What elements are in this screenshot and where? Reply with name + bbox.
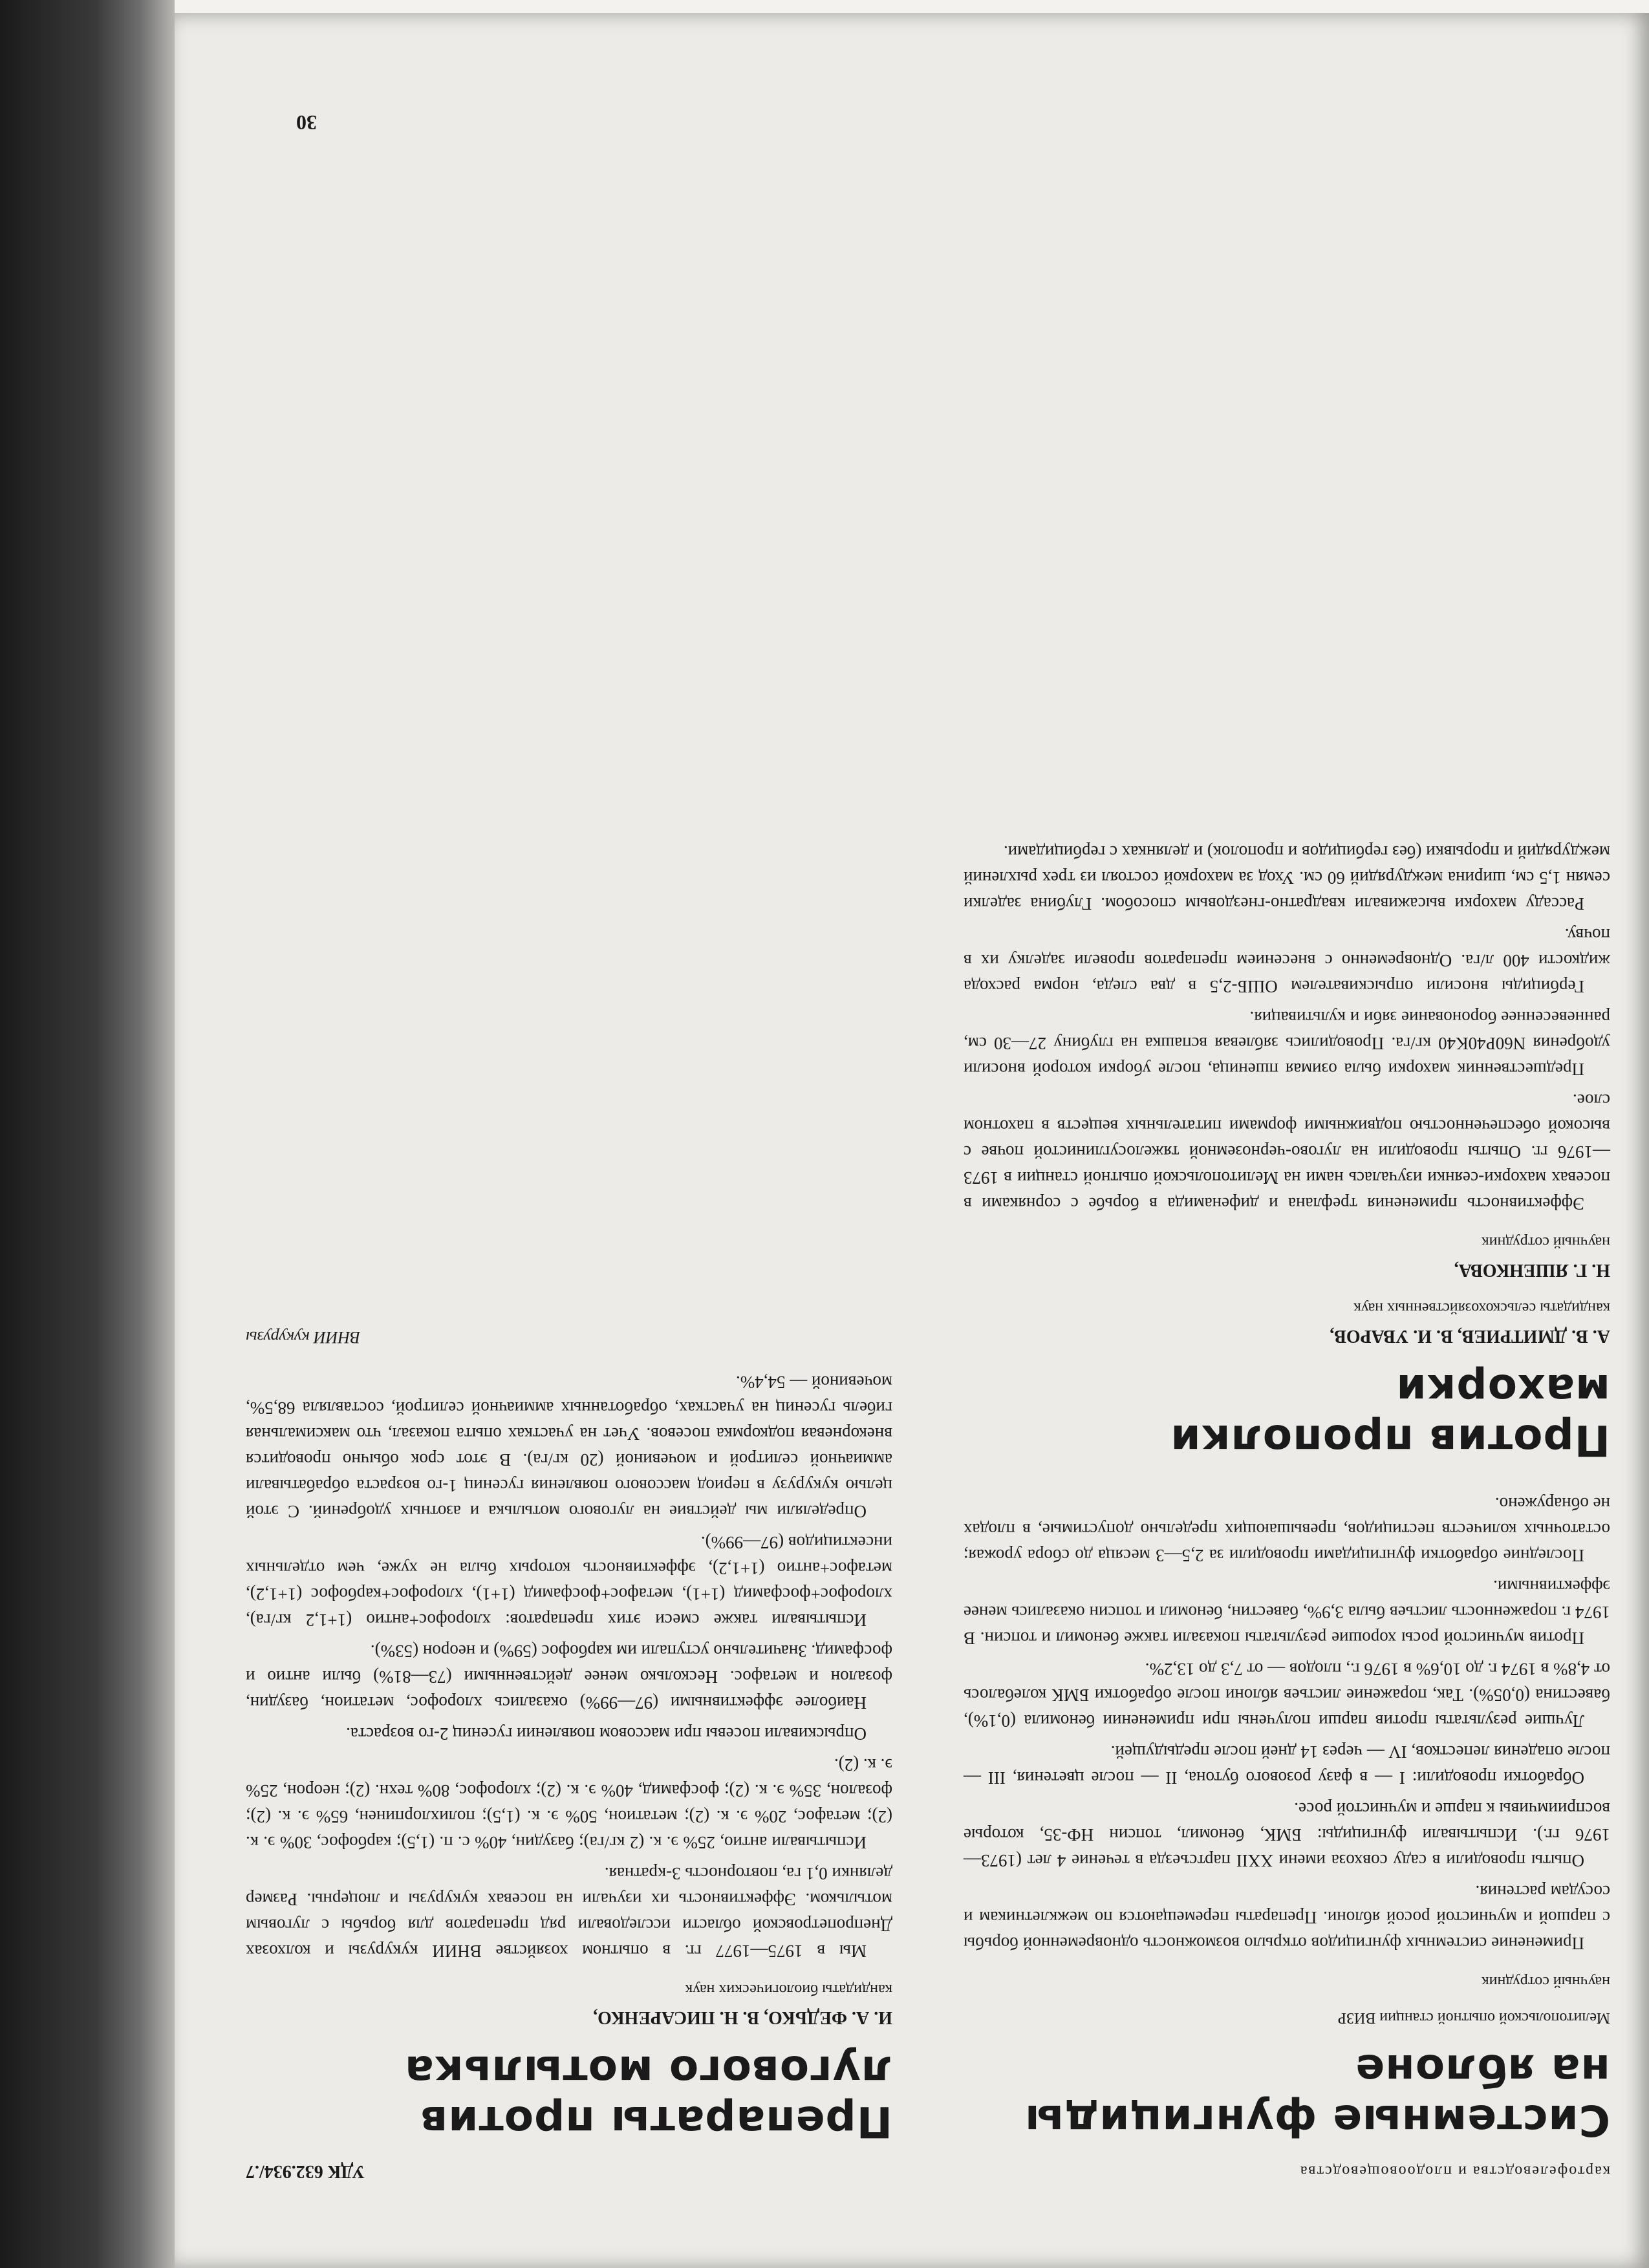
- makhorka-paragraph-3: Гербициды вносили опрыскивателем ОШБ-2,5 в два следа, норма расхода жидкости 400 л/га. Одновременно с внесением препаратов провели заделку их в почву.: [964, 925, 1610, 996]
- rotated-sheet: [175, 13, 1649, 2268]
- makhorka-affiliation: кандидаты сельскохозяйственных наук: [1353, 1300, 1610, 1316]
- left-column: [964, 834, 1610, 2184]
- makhorka-article: [964, 839, 1610, 1465]
- moth-paragraph-1: Мы в 1975—1977 гг. в опытном хозяйстве ВНИИ кукурузы и колхозах Днепропетровской области исследовали ряд препаратов для борьбы с луговым мотыльком. Эффективность их изучали на посевах кукурузы и люцерны. Размер делянки 0,1 га, повторность 3-кратная.: [246, 1864, 892, 1961]
- moth-signature: ВНИИ кукурузы: [246, 1328, 361, 1347]
- moth-authors: И. А. ФЕДЬКО, В. Н. ПИСАРЕНКО,: [593, 2007, 892, 2027]
- book-binding: [0, 0, 175, 2268]
- makhorka-paragraph-2: Предшественник махорки была озимая пшеница, после уборки которой вносили удобрения N60P40K40 кг/га. Проводились зяблевая вспашка на глубину 27—30 см, ранневесеннее боронование зяби и культивация.: [964, 1008, 1610, 1079]
- fungicides-affiliation: Мелитопольской опытной станции ВИЗР: [1337, 2009, 1610, 2026]
- fungicides-paragraph-6: Последние обработки фунгицидами проводили за 2,5—3 месяца до сбора урожая; остаточных количеств пестицидов, превышающих предельно допустимые, в плодах не обнаружено.: [964, 1494, 1610, 1565]
- fungicides-paragraph-2: Опыты проводили в саду совхоза имени XXII партсъезда в течение 4 лет (1973—1976 гг.). Испытывали фунгициды: БМК, беномил, топсин НФ-35, которые восприимчивы к парше и мучнистой росе.: [964, 1799, 1610, 1870]
- journal-page: [175, 13, 1649, 2268]
- page-number: 30: [296, 111, 317, 134]
- moth-paragraph-5: Испытывали также смеси этих препаратов: хлорофос+антио (1+1,2 кг/га), хлорофос+фосфамид (1+1), метафос+фосфамид (1+1), хлорофос+карбофос (1+1,2), метафос+антио (1+1,2), эффективность которых была не хуже, чем отдельных инсектицидов (97—99%).: [246, 1533, 892, 1630]
- moth-headline: Препараты против лугового мотылька: [404, 2046, 892, 2146]
- moth-paragraph-2: Испытывали антио, 25% э. к. (2 кг/га); базудин, 40% с. п. (1,5); карбофос, 30% э. к. (2); метафос, 20% э. к. (2); метатион, 50% э. к. (1,5); полихлорпинен, 65% э. к. (2); фозалон, 35% э. к. (2); фосфамид, 40% э. к. (2); хлорофос, 80% техн. (2); неорон, 25% э. к. (2).: [246, 1755, 892, 1852]
- moth-affiliation: кандидаты биологических наук: [685, 1981, 892, 1998]
- fungicides-headline: Системные фунгициды на яблоне: [1024, 2045, 1610, 2145]
- moth-paragraph-3: Опрыскивали посевы при массовом появлении гусениц 2-го возраста.: [346, 1724, 867, 1744]
- makhorka-role: научный сотрудник: [1481, 1234, 1610, 1250]
- makhorka-headline: Против прополки махорки: [1170, 1365, 1610, 1465]
- makhorka-author-2: Н. Г. ЯШЕНКОВА,: [1454, 1260, 1610, 1280]
- right-column: [246, 1324, 892, 2184]
- fungicides-paragraph-3: Обработки проводили: I — в фазу розового бутона, II — после цветения, III — после опадения лепестков, IV — через 14 дней после предыдущей.: [964, 1742, 1610, 1788]
- fungicides-paragraph-4: Лучшие результаты против парши получены при применении беномила (0,1%), бавестина (0,05%). Так, поражение листьев яблони после обработки БМК колебалось от 4,8% в 1974 г. до 10,6% в 1976 г., плодов — от 7,3 до 13,2%.: [964, 1660, 1610, 1731]
- moth-udk: УДК 632.934/.7: [246, 2161, 365, 2181]
- fungicides-role: научный сотрудник: [1481, 1973, 1610, 1990]
- moth-paragraph-4: Наиболее эффективными (97—99%) оказались хлорофос, метатион, базудин, фозалон и метафос. Несколько менее действенными (73—81%) были антио и фосфамид. Значительно уступали им карбофос (59%) и неорон (53%).: [246, 1642, 892, 1713]
- moth-paragraph-6: Определяли мы действие на лугового мотылька и азотных удобрений. С этой целью кукурузу в период массового появления гусениц 1-го возраста обрабатывали аммиачной селитрой и мочевиной (20 кг/га). В этот срок обычно проводится внекорневая подкормка посевов. Учет на участках опыта показал, что максимальная гибель гусениц на участках, обработанных аммиачной селитрой, составляла 68,5%, мочевиной — 54,4%.: [246, 1373, 892, 1521]
- makhorka-paragraph-1: Эффективность применения трефлана и дифенамида в борьбе с сорняками в посевах махорки-сеянки изучалась нами на Мелитопольской опытной станции в 1973—1976 гг. Опыты проводили на лугово-черноземной тяжелосуглинистой почве с высокой обеспеченностью подвижными формами питательных веществ в пахотном слое.: [964, 1091, 1610, 1214]
- section-kicker: картофелеводства и плодоовощеводства: [1299, 2163, 1610, 2179]
- makhorka-paragraph-4: Рассаду махорки высаживали квадратно-гнездовым способом. Глубина заделки семян 1,5 см, ширина междурядий 60 см. Уход за махоркой состоял из трех рыхлений междурядий и прорывки (без гербицидов и прополок) и делянках с гербицидами.: [964, 842, 1610, 914]
- fungicides-paragraph-1: Применение системных фунгицидов открыло возможность одновременной борьбы с паршой и мучнистой росой яблони. Препараты перемещаются по межклетникам и сосудам растения.: [964, 1882, 1610, 1953]
- fungicides-paragraph-5: Против мучнистой росы хорошие результаты показали также беномил и топсин. В 1974 г. пораженность листьев была 3,9%, бавестин, беномил и топсин оказались менее эффективными.: [964, 1577, 1610, 1648]
- makhorka-authors: А. В. ДМИТРИЕВ, В. И. УВАРОВ,: [1330, 1326, 1610, 1346]
